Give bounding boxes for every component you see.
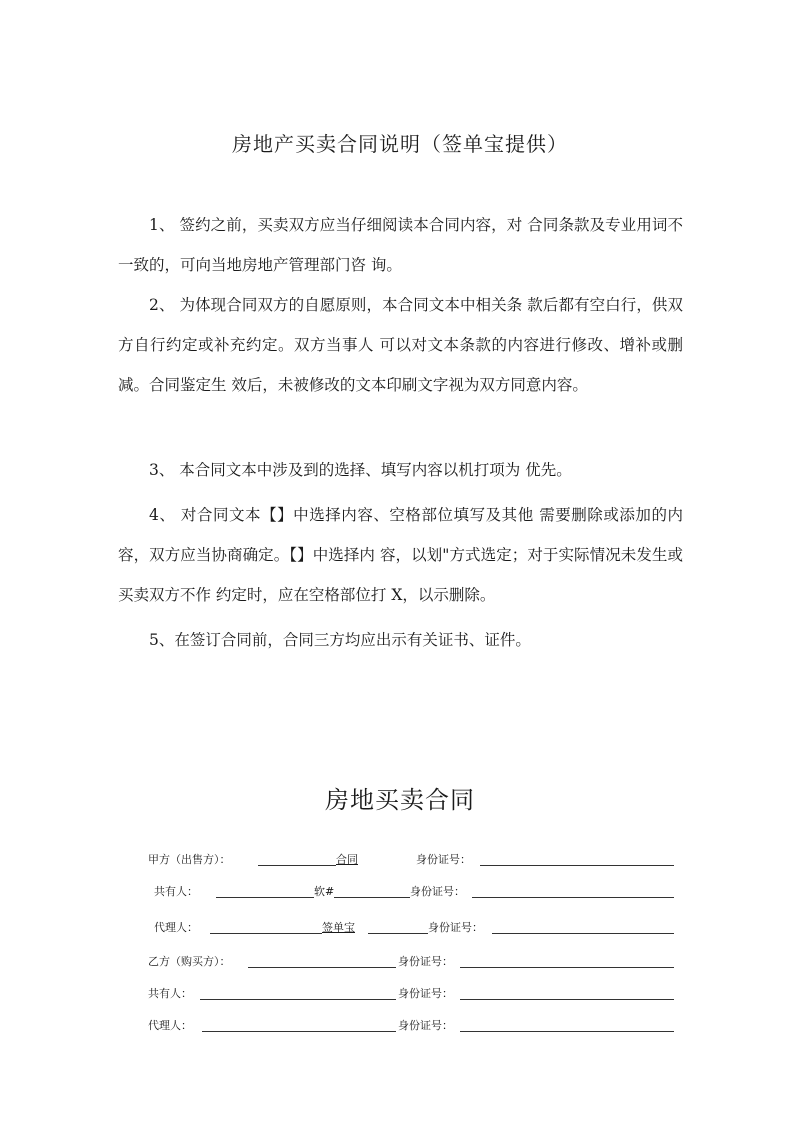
buyer-label: 乙方（购买方）： — [148, 955, 231, 968]
form-row-buyer — [148, 953, 678, 971]
agent-label: 代理人： — [154, 921, 198, 934]
buyer-co-owner-id-blank[interactable] — [460, 999, 674, 1000]
buyer-co-owner-id-label: 身份证号： — [398, 987, 453, 1000]
instruction-paragraph-4: 4、 对合同文本【】中选择内容、空格部位填写及其他 需要删除或添加的内容，双方应当协商确定。【】中选择内 容，以划"方式选定；对于实际情况未发生或买卖双方不作 约定时，应在空格部位打 X，以示删除。 — [118, 506, 683, 604]
buyer-id-label: 身份证号： — [398, 955, 453, 968]
buyer-agent-name-blank[interactable] — [202, 1031, 396, 1032]
instruction-paragraph-2: 2、 为体现合同双方的自愿原则，本合同文本中相关条 款后都有空白行，供双方自行约定或补充约定。双方当事人 可以对文本条款的内容进行修改、增补或删减。合同鉴定生 效后，未被修改的文本印刷文字视为双方同意内容。 — [118, 296, 683, 394]
seller-id-label: 身份证号： — [416, 853, 471, 866]
buyer-co-owner-label: 共有人： — [148, 987, 192, 1000]
form-row-agent — [148, 919, 678, 937]
co-owner-name-blank[interactable] — [216, 897, 314, 898]
seller-id-blank[interactable] — [480, 865, 674, 866]
buyer-agent-label: 代理人： — [148, 1019, 192, 1032]
co-owner-label: 共有人： — [154, 885, 198, 898]
agent-name-blank[interactable] — [210, 933, 322, 934]
form-row-seller — [148, 851, 678, 869]
form-row-buyer-co-owner — [148, 985, 678, 1003]
co-owner-mid-text: 软# — [314, 885, 335, 898]
form-row-buyer-agent — [148, 1017, 678, 1035]
buyer-name-blank[interactable] — [248, 967, 396, 968]
seller-name-value[interactable]: 合同 — [336, 853, 358, 866]
document-title: 房地产买卖合同说明（签单宝提供） — [232, 132, 568, 156]
agent-id-label: 身份证号： — [428, 921, 483, 934]
buyer-id-blank[interactable] — [460, 967, 674, 968]
agent-extra-blank[interactable] — [368, 933, 428, 934]
form-row-co-owner — [148, 883, 678, 901]
buyer-agent-id-blank[interactable] — [460, 1031, 674, 1032]
buyer-co-owner-name-blank[interactable] — [200, 999, 396, 1000]
co-owner-extra-blank[interactable] — [334, 897, 410, 898]
instruction-paragraph-5: 5、在签订合同前，合同三方均应出示有关证书、证件。 — [149, 631, 531, 649]
agent-name-value[interactable]: 签单宝 — [322, 921, 355, 934]
instruction-paragraph-3: 3、 本合同文本中涉及到的选择、填写内容以机打项为 优先。 — [149, 461, 572, 479]
buyer-agent-id-label: 身份证号： — [398, 1019, 453, 1032]
co-owner-id-blank[interactable] — [472, 897, 674, 898]
co-owner-id-label: 身份证号： — [410, 885, 465, 898]
contract-title: 房地买卖合同 — [325, 786, 475, 814]
agent-id-blank[interactable] — [492, 933, 674, 934]
seller-label: 甲方（出售方）： — [148, 853, 231, 866]
seller-name-blank[interactable] — [258, 865, 336, 866]
instruction-paragraph-1: 1、 签约之前，买卖双方应当仔细阅读本合同内容，对 合同条款及专业用词不一致的，可向当地房地产管理部门咨 询。 — [118, 216, 683, 274]
